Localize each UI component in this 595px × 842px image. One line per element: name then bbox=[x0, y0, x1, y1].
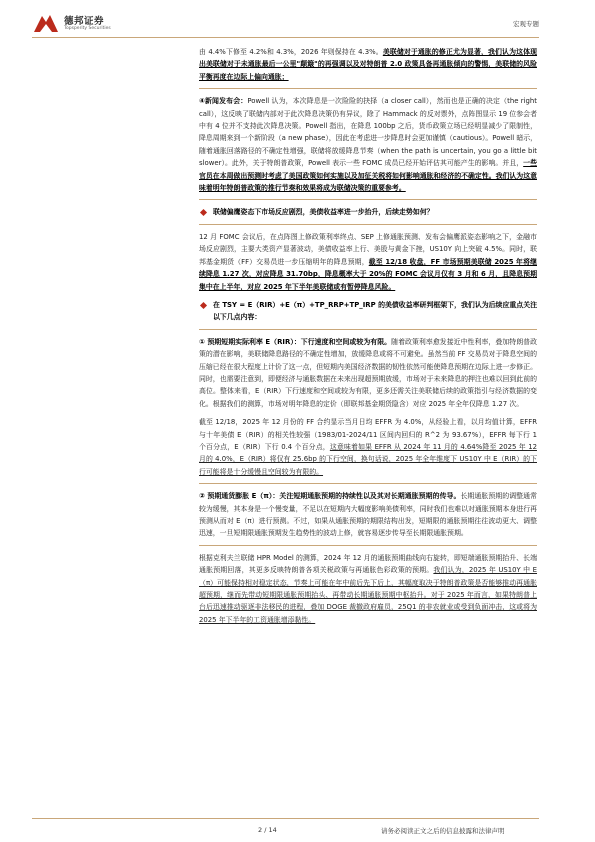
paragraph-sep-forecast bbox=[199, 46, 537, 83]
bullet-heading bbox=[199, 206, 537, 218]
disclaimer-text: 请务必阅读正文之后的信息披露和法律声明 bbox=[381, 827, 505, 835]
footer-divider bbox=[32, 818, 539, 819]
diamond-bullet-icon bbox=[200, 302, 207, 309]
section-divider bbox=[199, 88, 537, 89]
paragraph-emphasis: 美联储对于通胀的修正尤为显著，我们认为这体现出美联储对于未通胀最后一公里"颠簸"的再强调以及对特朗普 2.0 政策具备再通胀倾向的警惕，美联储的风险平衡再度在边际上偏向通胀； bbox=[199, 48, 538, 81]
paragraph-press-conference bbox=[199, 95, 537, 194]
paragraph-text: 长期通胀预期的调整通常较为缓慢，其本身是一个慢变量，不足以在短期内大幅度影响美债利率，同时我们也难以对通胀预期本身进行再预测从而对 E（π）进行预测。不过，如果从通胀预期的期限结构出发，短期限的通胀预期往往波动更大、调整迅速，一旦短期限通胀预期发生趋势性的波动上修，就容易逐步传导至长期限通胀预期。 bbox=[199, 492, 538, 538]
paragraph-text: 根据克利夫兰联储 HPR Model 的测算，2024 年 12 月的通胀预期曲线向右旋转，即短端通胀预期抬升、长端通胀预期回落，其更多反映特朗普各项关税政策与再通胀色彩政策的预期。 bbox=[199, 553, 537, 575]
subsection-heading: ② 预期通货膨胀 E（π）：关注短期通胀预期的持续性以及其对长期通胀预期的传导。 bbox=[199, 492, 461, 501]
header-divider bbox=[32, 37, 539, 38]
paragraph-emphasis: 一些官员在本周做出预测时考虑了美国政策如何实施以及加征关税将如何影响通胀和经济的不确定性。我们认为这意味着明年特朗普政策的推行节奏和效果将成为联储决策的重要参考。 bbox=[199, 159, 537, 193]
section-divider bbox=[199, 199, 537, 200]
main-content bbox=[199, 46, 537, 626]
page-number: 2 / 14 bbox=[258, 826, 277, 834]
paragraph-hpr-model bbox=[199, 552, 537, 626]
section-divider bbox=[199, 329, 537, 330]
paragraph-text: 12 月 FOMC 会议后，在点阵图上修政策利率终点、SEP 上修通胀预测、发布会偏鹰派姿态影响之下，金融市场反应剧烈，主要大类资产显著波动，美债收益率上行、美股与黄金下挫，US10Y 向上突破 4.5%。同时，联邦基金期货（FF）交易员进一步压缩明年的降息预期， bbox=[199, 232, 537, 266]
bullet-heading-text: 联储偏鹰姿态下市场反应剧烈，美债收益率进一步抬升，后续走势如何？ bbox=[213, 208, 434, 217]
paragraph-emphasis: 截至 12/18 收盘，FF 市场预期美联储 2025 年将继续降息 1.27 次，对应降息 31.70bp，降息概率大于 20%的 FOMC 会议月仅有 3 月和 6 月，且降息预期集中在上半年，对应 2025 年下半年美联储或有暂停降息风险。 bbox=[199, 257, 537, 291]
paragraph-text: 截至 12/18，2025 年 12 月份的 FF 合约显示当月日均 EFFR 为 4.0%，从经验上看，以月均值计算，EFFR 与十年美债 E（RIR）的相关性较强（1983/01-2024/11 区间内回归的 R^2 为 93.67%），EFFR 每下行 1 个百分点，E（RIR）下行 0.4 个百分点， bbox=[199, 418, 537, 451]
paragraph-text: 随着政策利率愈发接近中性利率，叠加特朗普政策的潜在影响，美联储降息路径的不确定性增加，放缓降息或将不可避免。虽然当前 FF 交易员对于降息空间的压缩已经在很大程度上计价了这一点，但短期内美国经济数据的韧性依然可能使降息预期在边际上进一步修正。同时，也需要注意到，即便经济与通胀数据在未来出现超预期放缓，市场对于未来降息的押注也难以回到此前的高位。整体来看，E（RIR）下行速度和空间或较为有限，更多还需关注美联储后续的政策指引与经济数据的变化。根据我们的测算，市场对明年降息的定价（即联邦基金期货隐含）对应 2025 年全年仅降息 1.27 次。 bbox=[199, 337, 537, 408]
subsection-heading: ① 预期短期实际利率 E（RIR）：下行速度和空间或较为有限。 bbox=[199, 337, 392, 346]
section-divider bbox=[199, 483, 537, 484]
paragraph-inflation-expectation bbox=[199, 490, 537, 540]
paragraph-effr bbox=[199, 416, 537, 478]
section-divider bbox=[199, 224, 537, 225]
paragraph-market-reaction bbox=[199, 231, 537, 293]
paragraph-real-rate bbox=[199, 336, 537, 410]
company-logo-icon bbox=[32, 12, 60, 34]
diamond-bullet-icon bbox=[200, 209, 207, 216]
paragraph-heading: ④新闻发布会： bbox=[199, 97, 248, 106]
page-header bbox=[0, 0, 595, 44]
paragraph-underline: 这意味着如果 EFFR 从 2024 年 11 月的 4.64%降至 2025 年 12 月的 4.0%，E（RIR）将仅有 25.6bp 的下行空间，换句话说，2025 年全年维度下 US10Y 中 E（RIR）的下行可能将是十分缓慢且空间较为有限的。 bbox=[199, 442, 537, 476]
bullet-heading bbox=[199, 299, 537, 324]
bullet-heading-text: 在 TSY = E（RIR）+E（π）+TP_RRP+TP_IRP 的美债收益率研判框架下，我们认为后续应重点关注以下几点内容： bbox=[213, 300, 537, 322]
section-label: 宏观专题 bbox=[513, 20, 539, 28]
company-name-en: Topsperity Securities bbox=[64, 26, 111, 31]
company-name: 德邦证券 bbox=[64, 16, 105, 27]
paragraph-underline: 我们认为，2025 年 US10Y 中 E（π）可能保持相对稳定状态，节奏上可能在年中前后先下后上，其幅度取决于特朗普政策是否能够推动再通胀超预期，继而先带动短期限通胀预期抬头、再带动长期通胀预期中枢抬升。对于 2025 年而言，如果特朗普上台后迅速推动驱逐非法移民的进程，叠加 DOGE 裁撤政府雇员，25Q1 的非农就业或受到负面冲击，这或将为 2025 年下半年的工资通胀增添黏性。 bbox=[199, 566, 538, 624]
section-divider bbox=[199, 545, 537, 546]
paragraph-text: 由 4.4%下修至 4.2%和 4.3%，2026 年则保持在 4.3%。 bbox=[199, 48, 383, 56]
page-footer bbox=[0, 818, 595, 842]
paragraph-text: Powell 认为，本次降息是一次险险的抉择（a closer call），然而也是正确的决定（the right call），这反映了联储内部对于此次降息决策仍有异议，除了 Hammack 的反对票外，点阵图显示 19 位参会者中有 4 位并不支持此次降息决策。Powell 指出，在降息 100bp 之后，货币政策立场已经明显减少了限制性，降息周期来到一个新阶段（a new phase），因此在考虑进一步降息时会更加谨慎（cautious）。Powell 暗示，随着通胀回落路径的不确定性增强，联储将放缓降息节奏（when the path is uncertain, you go a little bit slower）。此外，关于特朗普政策，Powell 表示一些 FOMC 成员已经开始评估其可能产生的影响。并且， bbox=[199, 97, 538, 168]
